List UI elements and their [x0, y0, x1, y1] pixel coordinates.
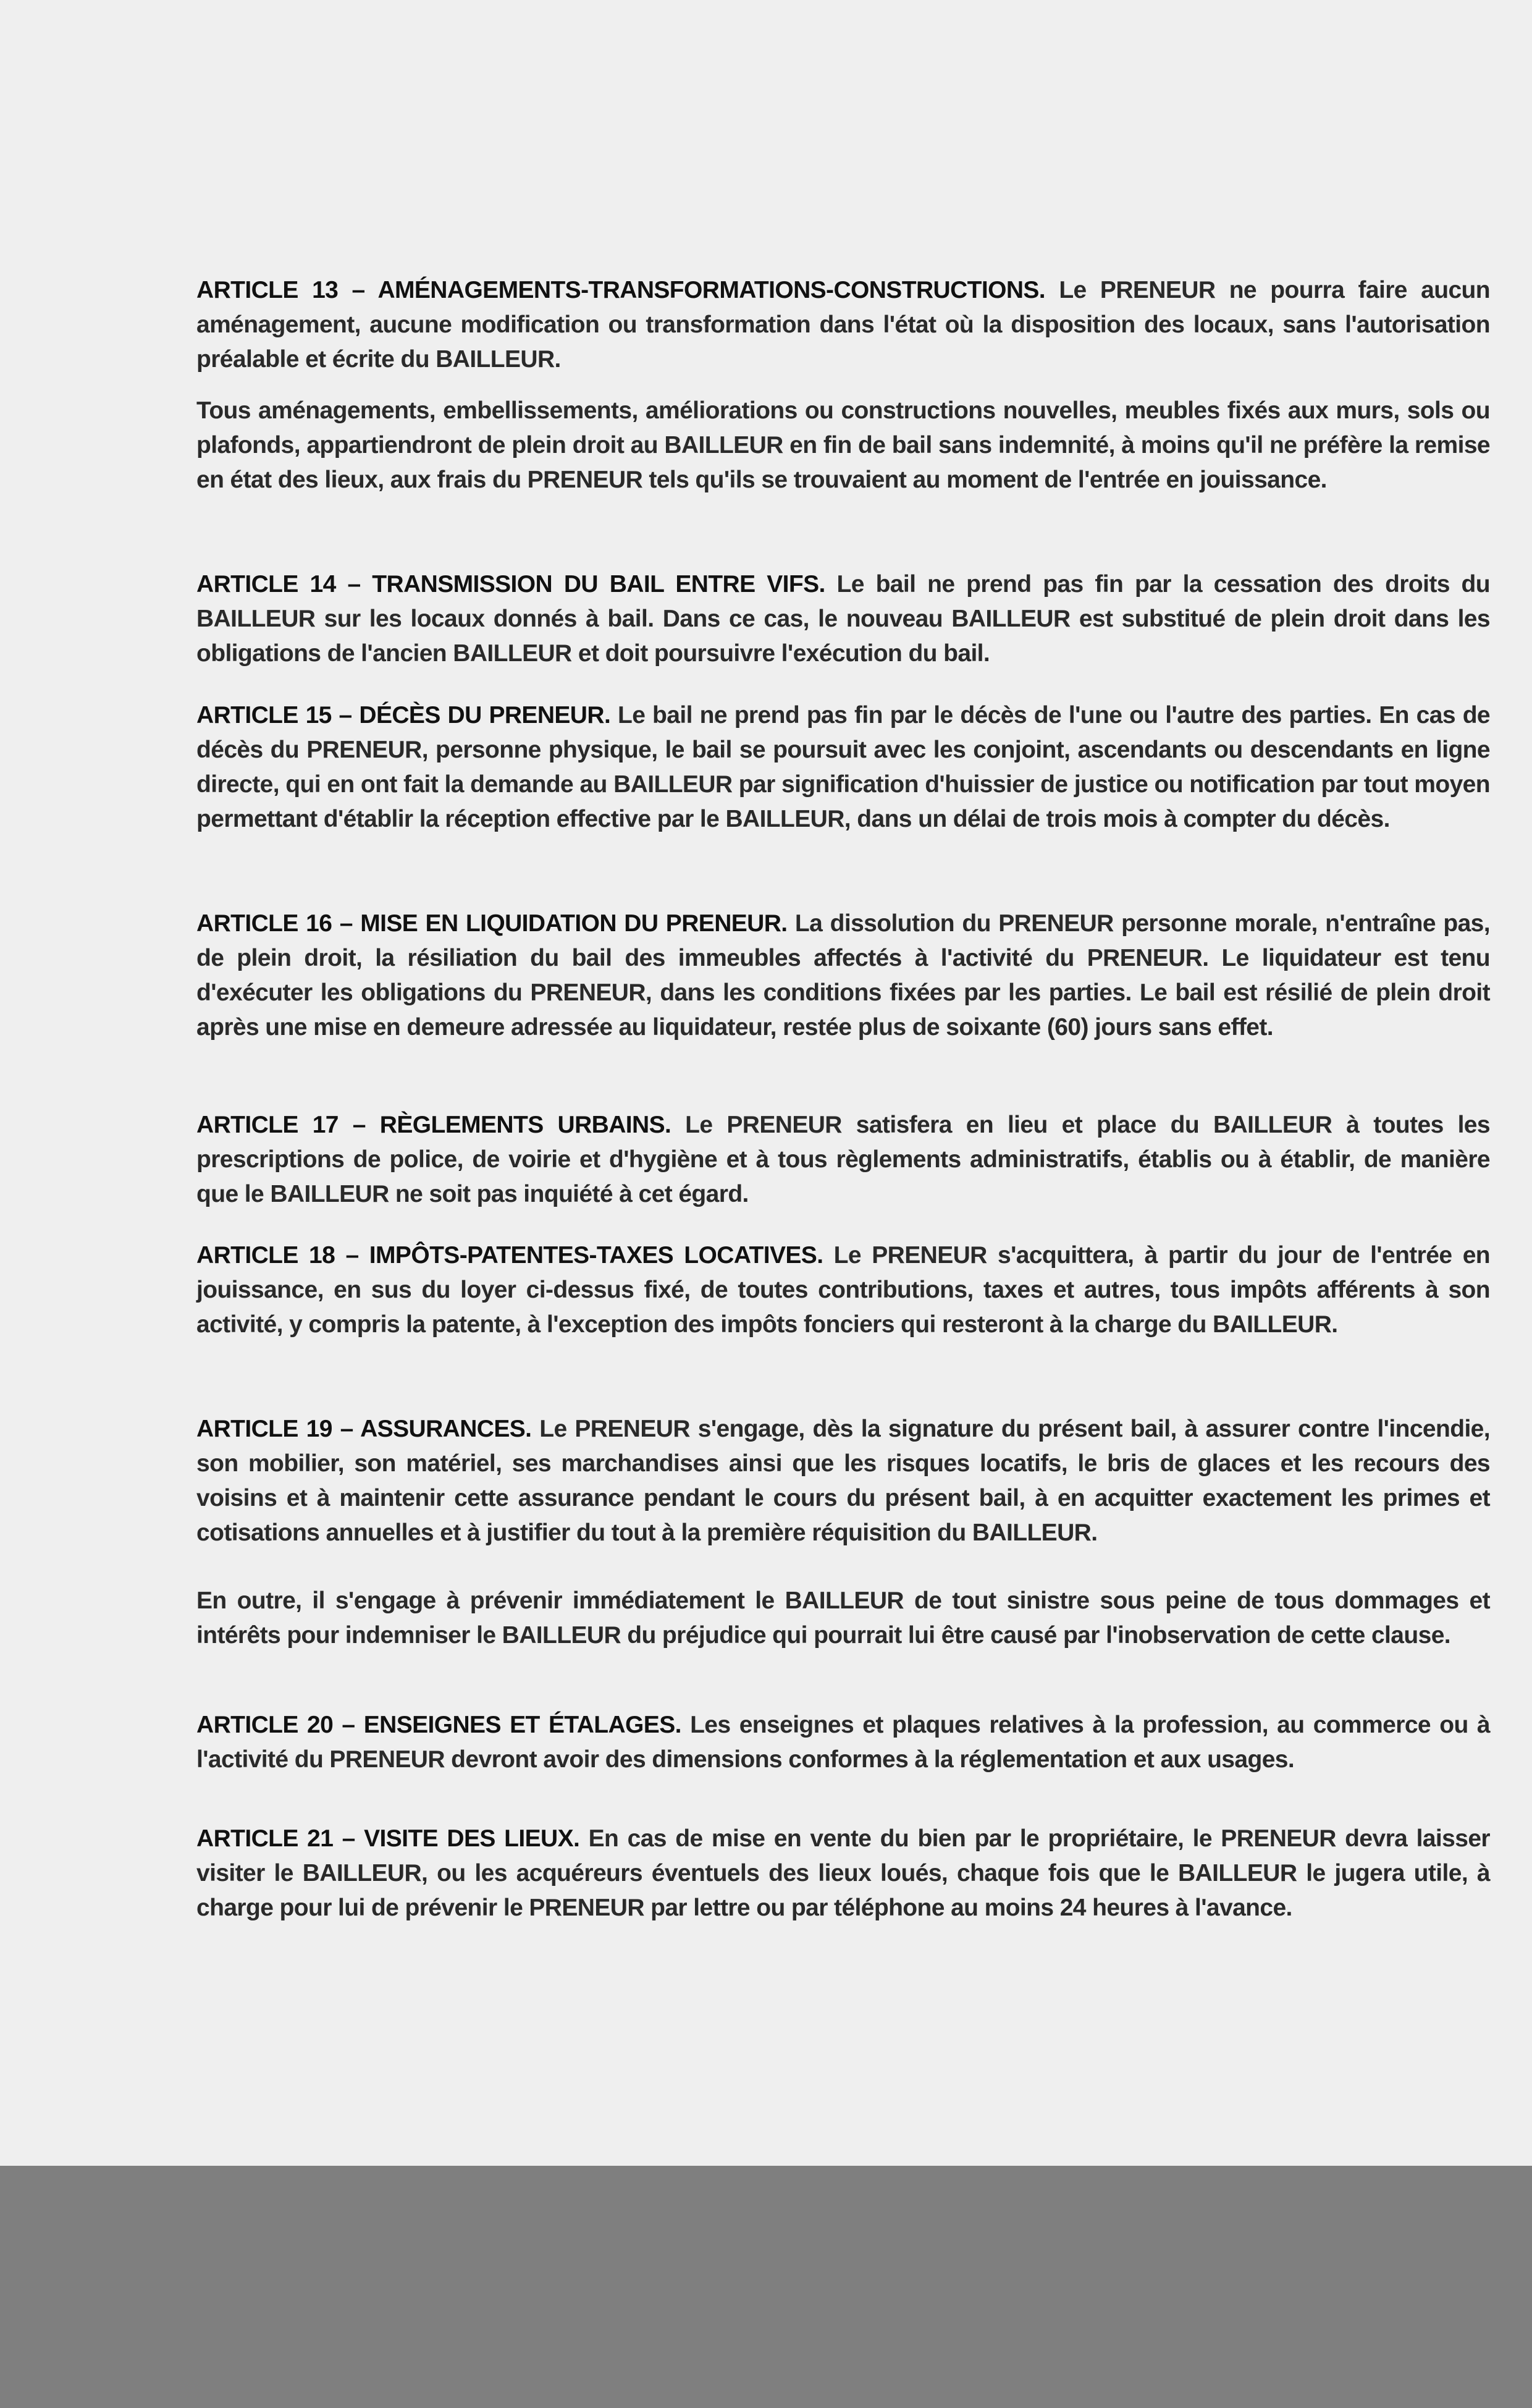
article-text: Le bail ne prend pas fin par le décès de l'une ou l'autre des parties. En cas de décès du PRENEUR, personne physique, le bail se poursuit avec les conjoint, ascendants ou descendants en ligne directe, qui en ont fait la demande au BAILLEUR par signification d'huissier de justice ou notification par tout moyen permettant d'établir la réception effective par le BAILLEUR, dans un délai de trois mois à compter du décès.	[196, 702, 1491, 832]
article-21	[196, 1822, 1490, 1925]
article-text: Les enseignes et plaques relatives à la profession, au commerce ou à l'activité du PRENEUR devront avoir des dimensions conformes à la réglementation et aux usages.	[196, 1712, 1490, 1773]
article-19	[196, 1412, 1490, 1550]
article-text: Le PRENEUR satisfera en lieu et place du BAILLEUR à toutes les prescriptions de police, de voirie et d'hygiène et à tous règlements administratifs, établis ou à établir, de manière que le BAILLEUR ne soit pas inquiété à cet égard.	[196, 1112, 1490, 1207]
article-text: La dissolution du PRENEUR personne morale, n'entraîne pas, de plein droit, la résiliation du bail des immeubles affectés à l'activité du PRENEUR. Le liquidateur est tenu d'exécuter les obligations du PRENEUR, dans les conditions fixées par les parties. Le bail est résilié de plein droit après une mise en demeure adressée au liquidateur, restée plus de soixante (60) jours sans effet.	[196, 910, 1490, 1041]
article-title: ARTICLE 18 – IMPÔTS-PATENTES-TAXES LOCATIVES.	[196, 1242, 823, 1269]
article-18	[196, 1238, 1490, 1342]
article-13	[196, 273, 1490, 377]
article-title: ARTICLE 16 – MISE EN LIQUIDATION DU PRENEUR.	[196, 910, 788, 937]
article-title: ARTICLE 13 – AMÉNAGEMENTS-TRANSFORMATIONS-CONSTRUCTIONS.	[196, 277, 1046, 303]
article-15	[196, 698, 1490, 837]
article-13-paragraph-2	[196, 394, 1490, 497]
article-text: Le bail ne prend pas fin par la cessation des droits du BAILLEUR sur les locaux donnés à bail. Dans ce cas, le nouveau BAILLEUR est substitué de plein droit dans les obligations de l'ancien BAILLEUR et doit poursuivre l'exécution du bail.	[196, 571, 1490, 667]
article-text: Tous aménagements, embellissements, améliorations ou constructions nouvelles, meubles fixés aux murs, sols ou plafonds, appartiendront de plein droit au BAILLEUR en fin de bail sans indemnité, à moins qu'il ne préfère la remise en état des lieux, aux frais du PRENEUR tels qu'ils se trouvaient au moment de l'entrée en jouissance.	[196, 397, 1490, 493]
article-20	[196, 1708, 1490, 1777]
article-text: En outre, il s'engage à prévenir immédiatement le BAILLEUR de tout sinistre sous peine de tous dommages et intérêts pour indemniser le BAILLEUR du préjudice qui pourrait lui être causé par l'inobservation de cette clause.	[196, 1587, 1490, 1649]
article-title: ARTICLE 19 – ASSURANCES.	[196, 1416, 532, 1442]
article-title: ARTICLE 20 – ENSEIGNES ET ÉTALAGES.	[196, 1712, 681, 1738]
article-14	[196, 567, 1490, 671]
article-title: ARTICLE 15 – DÉCÈS DU PRENEUR.	[196, 702, 611, 729]
article-text: En cas de mise en vente du bien par le propriétaire, le PRENEUR devra laisser visiter le BAILLEUR, ou les acquéreurs éventuels des lieux loués, chaque fois que le BAILLEUR le jugera utile, à charge pour lui de prévenir le PRENEUR par lettre ou par téléphone au moins 24 heures à l'avance.	[196, 1825, 1490, 1921]
article-17	[196, 1108, 1490, 1212]
article-19-paragraph-2	[196, 1584, 1490, 1653]
article-title: ARTICLE 21 – VISITE DES LIEUX.	[196, 1825, 580, 1852]
article-text: Le PRENEUR s'engage, dès la signature du présent bail, à assurer contre l'incendie, son mobilier, son matériel, ses marchandises ainsi que les risques locatifs, le bris de glaces et les recours des voisins et à maintenir cette assurance pendant le cours du présent bail, à en acquitter exactement les primes et cotisations annuelles et à justifier du tout à la première réquisition du BAILLEUR.	[196, 1416, 1491, 1546]
article-title: ARTICLE 14 – TRANSMISSION DU BAIL ENTRE VIFS.	[196, 571, 825, 598]
article-text: Le PRENEUR s'acquittera, à partir du jour de l'entrée en jouissance, en sus du loyer ci-dessus fixé, de toutes contributions, taxes et autres, tous impôts afférents à son activité, y compris la patente, à l'exception des impôts fonciers qui resteront à la charge du BAILLEUR.	[196, 1242, 1491, 1338]
article-title: ARTICLE 17 – RÈGLEMENTS URBAINS.	[196, 1112, 671, 1138]
article-text: Le PRENEUR ne pourra faire aucun aménagement, aucune modification ou transformation dans l'état où la disposition des locaux, sans l'autorisation préalable et écrite du BAILLEUR.	[196, 277, 1490, 373]
article-16	[196, 906, 1490, 1045]
